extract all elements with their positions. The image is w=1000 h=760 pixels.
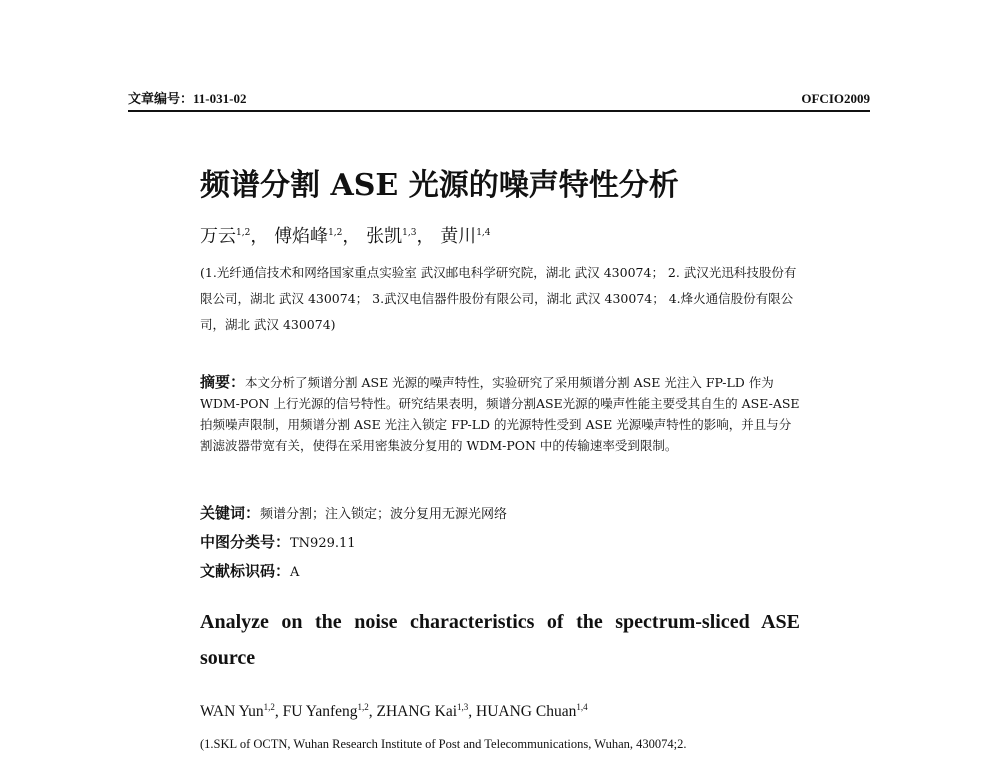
author-name: ZHANG Kai xyxy=(376,703,458,720)
author-separator: ， xyxy=(416,226,435,247)
author-name: 傅焰峰 xyxy=(274,226,329,247)
keywords-text: 频谱分割；注入锁定；波分复用无源光网络 xyxy=(260,507,508,522)
header-rule xyxy=(128,110,870,112)
abstract-text: 本文分析了频谱分割 ASE 光源的噪声特性，实验研究了采用频谱分割 ASE 光注入 FP-LD 作为 WDM-PON 上行光源的信号特性。研究结果表明，频谱分割ASE光源的噪声性能主要受其自生的 ASE-ASE 拍频噪声限制，用频谱分割 ASE 光注入锁定 FP-LD 的光源特性受到 ASE 光源噪声特性的影响，并且与分割滤波器带宽有关，使得在采用密集波分复用的 WDM-PON 中的传输速率受到限制。 xyxy=(200,375,800,453)
author-name: WAN Yun xyxy=(200,703,264,720)
author-affiliation-mark: 1,4 xyxy=(576,701,588,712)
author-affiliation-mark: 1,2 xyxy=(357,701,369,712)
title-english: Analyze on the noise characteristics of the spectrum-sliced ASE source xyxy=(200,611,800,669)
article-number: 文章编号：11-031-02 xyxy=(128,91,247,106)
document-code-label: 文献标识码： xyxy=(200,562,291,580)
author-affiliation-mark: 1,3 xyxy=(457,701,469,712)
affiliation-chinese: (1.光纤通信技术和网络国家重点实验室 武汉邮电科学研究院，湖北 武汉 430074； 2. 武汉光迅科技股份有限公司，湖北 武汉 430074； 3.武汉电信器件股份有限公司，湖北 武汉 430074； 4.烽火通信股份有限公司，湖北 武汉 430074) xyxy=(200,265,797,332)
conference-code: OFCIO2009 xyxy=(801,91,870,106)
clc-label: 中图分类号： xyxy=(200,533,291,551)
author-separator: ， xyxy=(250,226,269,247)
keywords-label: 关键词： xyxy=(200,504,261,522)
author-name: 万云 xyxy=(200,226,236,247)
author-name: 张凯 xyxy=(366,226,403,247)
author-name: HUANG Chuan xyxy=(476,703,577,720)
author-affiliation-mark: 1,2 xyxy=(236,228,251,238)
authors-chinese xyxy=(200,224,491,250)
document-code-value: A xyxy=(290,565,300,580)
abstract xyxy=(200,372,800,456)
author-name: 黄川 xyxy=(440,226,477,247)
title-chinese: 频谱分割 ASE 光源的噪声特性分析 xyxy=(200,168,679,203)
clc-number xyxy=(200,530,800,556)
authors-english xyxy=(200,700,820,724)
author-separator: , xyxy=(468,703,477,720)
author-affiliation-mark: 1,4 xyxy=(476,228,491,238)
affiliation-english: (1.SKL of OCTN, Wuhan Research Institute of Post and Telecommunications, Wuhan, 430074;2. xyxy=(200,737,687,751)
author-name: FU Yanfeng xyxy=(282,703,358,720)
author-affiliation-mark: 1,3 xyxy=(402,228,417,238)
author-affiliation-mark: 1,2 xyxy=(263,701,275,712)
clc-value: TN929.11 xyxy=(290,536,356,551)
running-header xyxy=(128,90,870,112)
keywords xyxy=(200,501,800,527)
author-separator: , xyxy=(274,703,283,720)
author-separator: ， xyxy=(342,226,361,247)
abstract-label: 摘要： xyxy=(200,373,246,391)
author-separator: , xyxy=(368,703,377,720)
document-code xyxy=(200,559,800,585)
author-affiliation-mark: 1,2 xyxy=(328,228,343,238)
